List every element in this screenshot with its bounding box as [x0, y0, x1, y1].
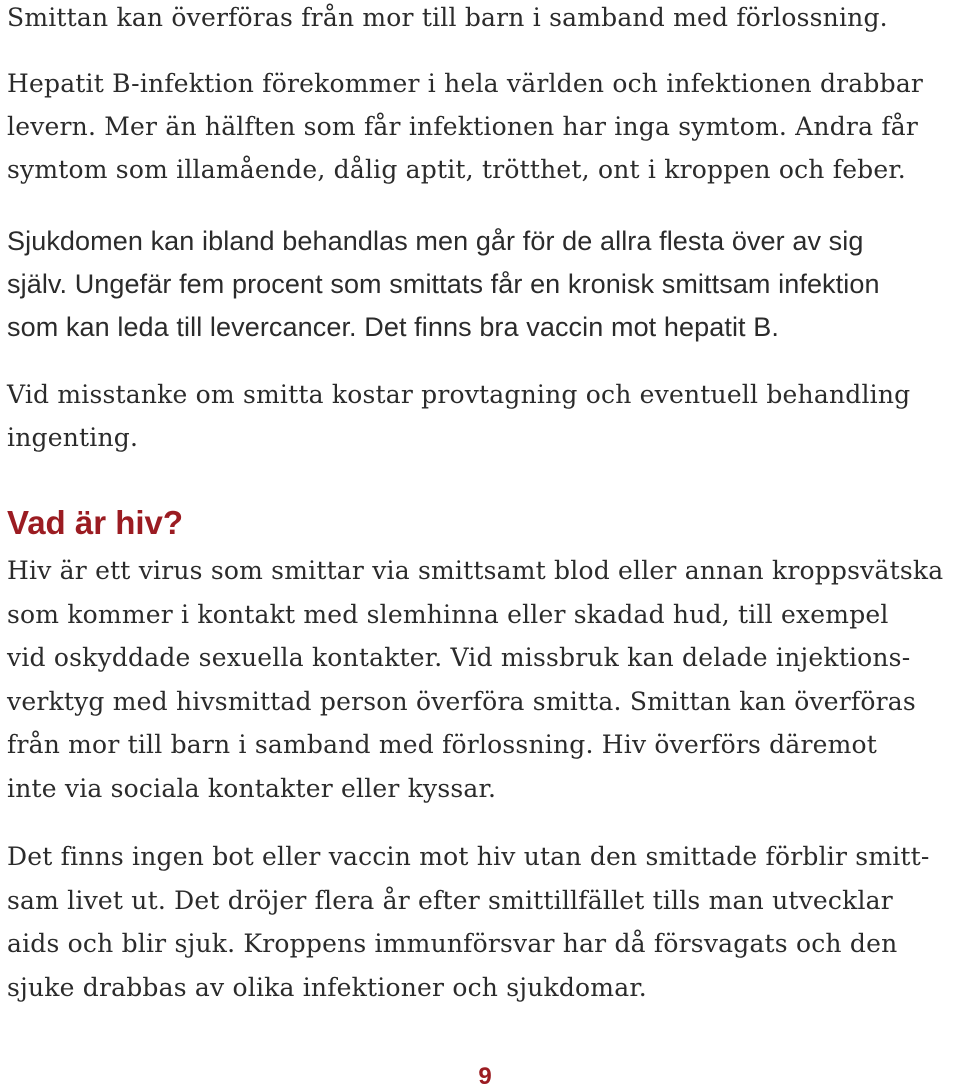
section-heading-hiv: Vad är hiv?: [7, 504, 184, 541]
text-line: Smittan kan överföras från mor till barn i samband med förlossning.: [7, 3, 888, 32]
text-line: Hiv är ett virus som smittar via smittsamt blod eller annan kroppsvätska: [7, 556, 944, 585]
hepb-paragraph-transmission: [7, 0, 957, 38]
text-line: symtom som illamående, dålig aptit, trötthet, ont i kroppen och feber.: [7, 155, 906, 184]
hepb-paragraph-testing-cost: [7, 373, 957, 459]
hiv-paragraph-transmission: [7, 549, 957, 811]
page-number: 9: [478, 1063, 492, 1090]
hepb-paragraph-treatment: [7, 220, 957, 349]
text-line: själv. Ungefär fem procent som smittats får en kronisk smittsam infektion: [7, 269, 880, 299]
text-line: ingenting.: [7, 423, 139, 452]
text-line: sam livet ut. Det dröjer flera år efter smittillfället tills man utvecklar: [7, 885, 893, 915]
text-line: sjuke drabbas av olika infektioner och sjukdomar.: [7, 972, 647, 1002]
text-line: verktyg med hivsmittad person överföra smitta. Smittan kan överföras: [7, 686, 916, 716]
text-line: vid oskyddade sexuella kontakter. Vid missbruk kan delade injektions-: [7, 643, 911, 673]
hiv-paragraph-no-cure: [7, 835, 957, 1009]
text-line: levern. Mer än hälften som får infektionen har inga symtom. Andra får: [7, 112, 919, 141]
text-line: från mor till barn i samband med förlossning. Hiv överförs däremot: [7, 730, 878, 760]
hepb-paragraph-symptoms: [7, 62, 957, 191]
text-line: Det finns ingen bot eller vaccin mot hiv utan den smittade förblir smitt-: [7, 842, 930, 871]
text-line: som kommer i kontakt med slemhinna eller skadad hud, till exempel: [7, 599, 889, 629]
text-line: som kan leda till levercancer. Det finns bra vaccin mot hepatit B.: [7, 312, 779, 342]
text-line: inte via sociala kontakter eller kyssar.: [7, 773, 497, 803]
text-line: Hepatit B-infektion förekommer i hela världen och infektionen drabbar: [7, 69, 924, 98]
text-line: Sjukdomen kan ibland behandlas men går för de allra flesta över av sig: [7, 226, 864, 256]
text-line: aids och blir sjuk. Kroppens immunförsvar har då försvagats och den: [7, 929, 898, 959]
text-line: Vid misstanke om smitta kostar provtagning och eventuell behandling: [7, 380, 911, 409]
